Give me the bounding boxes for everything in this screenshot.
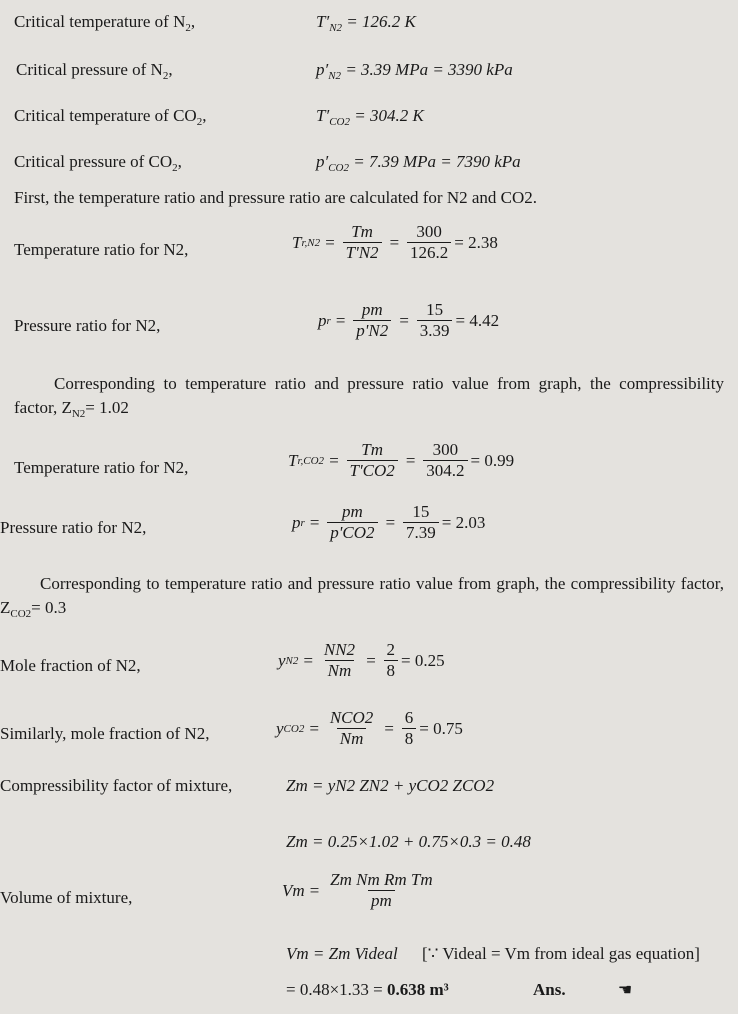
volume-label: Volume of mixture, xyxy=(0,888,133,907)
crit-pres-co2-label: Critical pressure of $CO_2$, xyxy=(14,152,182,174)
volume-eq: Vm = $\frac{\text{Zm Nm Rm Tm}}{pm}$ xyxy=(282,870,433,910)
zm-calculation: Zm = 0.25×1.02 + 0.75×0.3 = 0.48 xyxy=(286,832,531,851)
crit-temp-co2-label: Critical temperature of $CO_2$, xyxy=(14,106,207,128)
pres-ratio-co2-label: Pressure ratio for N2, xyxy=(0,518,147,537)
crit-temp-n2-eq: $T'_{N2} = 126.2$ K xyxy=(316,12,416,34)
compressibility-paragraph-co2: Corresponding to temperature ratio and pressure ratio value from graph, the compressibility factor, $Z_{CO2}= 0.3$ xyxy=(0,574,724,620)
pres-ratio-n2-label: Pressure ratio for N2, xyxy=(14,316,161,335)
mole-fraction-n2-label: Mole fraction of N2, xyxy=(0,656,141,675)
mole-fraction-co2-eq: y CO2 = $\frac{\text{NCO2}}{Nm}$ = $\frac{6}{8}$ = 0.75 xyxy=(276,708,463,748)
temp-ratio-co2-label: Temperature ratio for N2, xyxy=(14,458,189,477)
crit-pres-co2-eq: $p'_{CO2} = 7.39$ MPa = 7390 kPa xyxy=(316,152,521,174)
intro-sentence: First, the temperature ratio and pressure ratio are calculated for N2 and CO2. xyxy=(14,188,538,207)
pres-ratio-co2-eq: p r = $\frac{pm}{p'CO2}$ = $\frac{15}{7.39}$ = 2.03 xyxy=(292,502,486,542)
final-result-line: = 0.48×1.33 = 0.638 m³ Ans. ☚ xyxy=(286,980,633,999)
temp-ratio-n2-label: Temperature ratio for N2, xyxy=(14,240,189,259)
compress-mix-eq: Zm = yN2 ZN2 + yCO2 ZCO2 xyxy=(286,776,495,795)
crit-temp-co2-eq: $T'_{CO2} = 304.2$ K xyxy=(316,106,424,128)
crit-pres-n2-label: Critical pressure of $N_2$, xyxy=(16,60,173,82)
pres-ratio-n2-eq: p r = $\frac{pm}{p'N2}$ = $\frac{15}{3.39}$ = 4.42 xyxy=(318,300,500,340)
temp-ratio-co2-eq: T r,CO2 = $\frac{Tm}{T'CO2}$ = $\frac{300}{304.2}$ = 0.99 xyxy=(288,440,515,480)
compress-mix-label: Compressibility factor of mixture, xyxy=(0,776,233,795)
mole-fraction-co2-label: Similarly, mole fraction of N2, xyxy=(0,724,210,743)
mole-fraction-n2-eq: y N2 = $\frac{NN2}{Nm}$ = $\frac{2}{8}$ = 0.25 xyxy=(278,640,445,680)
temp-ratio-n2-eq: T r,N2 = $\frac{Tm}{T'N2}$ = $\frac{300}{126.2}$ = 2.38 xyxy=(292,222,498,262)
pointing-hand-icon: ☚ xyxy=(617,982,633,999)
compressibility-paragraph-n2: Corresponding to temperature ratio and pressure ratio value from graph, the compressibility factor, $Z_{N2}= 1.02$ xyxy=(14,374,724,420)
crit-temp-n2-label: Critical temperature of $N_2$, xyxy=(14,12,196,34)
crit-pres-n2-eq: $p'_{N2} = 3.39$ MPa = 3390 kPa xyxy=(316,60,513,82)
vm-ideal-line: Vm = Zm Videal [∵ Videal = Vm from ideal gas equation] xyxy=(286,944,700,963)
